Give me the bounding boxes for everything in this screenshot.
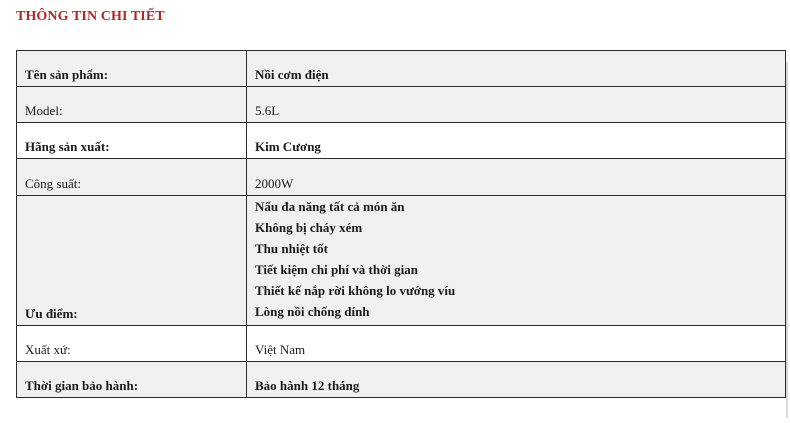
product-detail-table	[16, 50, 786, 398]
row-label: Model:	[17, 87, 247, 123]
table-row-product-name	[17, 51, 786, 87]
list-item: Nấu đa năng tất cả món ăn	[255, 199, 405, 214]
row-label: Công suất:	[17, 159, 247, 196]
table-row-manufacturer	[17, 123, 786, 159]
row-label: Hãng sản xuất:	[17, 123, 247, 159]
table-row-power	[17, 159, 786, 196]
section-title: THÔNG TIN CHI TIẾT	[16, 9, 165, 24]
row-value-list	[247, 196, 786, 326]
row-value: 2000W	[247, 159, 786, 196]
row-label: Thời gian bảo hành:	[17, 362, 247, 398]
table-row-advantages	[17, 196, 786, 326]
list-item: Lòng nồi chống dính	[255, 304, 370, 319]
row-label: Ưu điểm:	[17, 196, 247, 326]
table-row-warranty	[17, 362, 786, 398]
table-row-origin	[17, 326, 786, 362]
page-edge-divider	[786, 62, 788, 418]
row-label: Tên sản phẩm:	[17, 51, 247, 87]
advantages-list	[255, 196, 777, 322]
row-value: Bảo hành 12 tháng	[247, 362, 786, 398]
row-value: 5.6L	[247, 87, 786, 123]
row-value: Việt Nam	[247, 326, 786, 362]
list-item: Tiết kiệm chi phí và thời gian	[255, 262, 418, 277]
row-value: Kim Cương	[247, 123, 786, 159]
row-label: Xuất xứ:	[17, 326, 247, 362]
row-value: Nồi cơm điện	[247, 51, 786, 87]
list-item: Không bị cháy xém	[255, 220, 363, 235]
table-row-model	[17, 87, 786, 123]
list-item: Thiết kế nắp rời không lo vướng víu	[255, 283, 456, 298]
list-item: Thu nhiệt tốt	[255, 241, 328, 256]
